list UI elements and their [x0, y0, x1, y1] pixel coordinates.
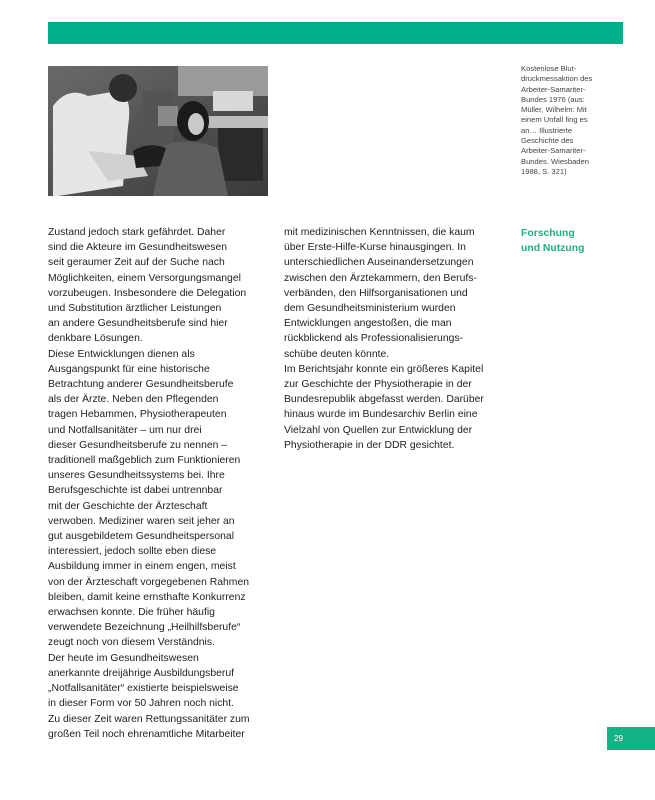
- text-line: dieser Gesundheitsberufe zu nennen –: [48, 439, 228, 451]
- text-line: interessiert, jedoch sollte eben diese: [48, 546, 217, 558]
- text-line: traditionell maßgeblich zum Funktionieren: [48, 455, 241, 467]
- page-number: 29: [607, 727, 655, 750]
- text-line: und Substitution ärztlicher Leistungen: [48, 303, 222, 315]
- text-line: Ausgangspunkt für eine historische: [48, 363, 210, 375]
- text-line: denkbare Lösungen.: [48, 333, 143, 345]
- text-line: gut ausgebildetem Gesundheitspersonal: [48, 531, 235, 543]
- section-heading: [521, 227, 584, 257]
- caption-line: an… Illustrierte: [521, 125, 573, 135]
- text-line: Der heute im Gesundheitswesen: [48, 652, 199, 664]
- text-line: und Notfallsanitäter – um nur drei: [48, 424, 202, 436]
- photo-caption: [521, 64, 621, 177]
- text-line: anerkannte dreijährige Ausbildungsberuf: [48, 667, 235, 679]
- caption-line: druckmessaktion des: [521, 74, 593, 84]
- text-line: Zu dieser Zeit waren Rettungssanitäter zum: [48, 713, 250, 725]
- text-line: über Erste-Hilfe-Kurse hinausgingen. In: [284, 242, 466, 254]
- photo-blood-pressure-measurement-icon: [48, 66, 268, 196]
- header-accent-bar: [48, 22, 623, 44]
- text-line: Bundesrepublik abgefasst werden. Darüber: [284, 394, 484, 406]
- text-line: sind die Akteure im Gesundheitswesen: [48, 242, 228, 254]
- text-line: Berufsgeschichte ist dabei untrennbar: [48, 485, 223, 497]
- body-column-left: [48, 225, 250, 742]
- text-line: mit der Geschichte der Ärzteschaft: [48, 500, 208, 512]
- text-line: Möglichkeiten, einem Versorgungsmangel: [48, 272, 241, 284]
- text-line: schübe deuten könnte.: [284, 348, 390, 360]
- historical-photo: [48, 66, 268, 196]
- text-line: Vielzahl von Quellen zur Entwicklung der: [284, 424, 473, 436]
- text-line: zur Geschichte der Physiotherapie in der: [284, 379, 472, 391]
- caption-line: Kostenlose Blut-: [521, 64, 577, 73]
- text-line: verbänden, den Hilfsorganisationen und: [284, 287, 468, 299]
- text-line: mit medizinischen Kenntnissen, die kaum: [284, 227, 475, 238]
- text-line: als der Ärzte. Neben den Pflegenden: [48, 394, 219, 406]
- text-line: Physiotherapie in der DDR gesichtet.: [284, 439, 455, 451]
- text-line: in dieser Form vor 50 Jahren noch nicht.: [48, 698, 234, 710]
- text-line: Diese Entwicklungen dienen als: [48, 348, 195, 360]
- text-line: an andere Gesundheitsberufe sind hier: [48, 318, 228, 330]
- caption-line: 1988, S. 321): [521, 166, 567, 176]
- caption-line: Müller, Wilhelm: Mit: [521, 105, 587, 115]
- text-line: Ausbildung immer in einem engen, meist: [48, 561, 236, 573]
- text-line: „Notfallsanitäter“ existierte beispielsweise: [48, 683, 239, 695]
- caption-line: Bundes 1976 (aus:: [521, 94, 585, 104]
- text-line: von der Ärzteschaft vorgegebenen Rahmen: [48, 576, 250, 588]
- text-line: tragen Hebammen, Physiotherapeuten: [48, 409, 227, 421]
- section-heading-line: Forschung: [521, 228, 575, 239]
- text-line: vorzubeugen. Insbesondere die Delegation: [48, 287, 247, 299]
- text-line: verwoben. Mediziner waren seit jeher an: [48, 515, 235, 527]
- body-column-right: [284, 225, 484, 453]
- text-line: großen Teil noch ehrenamtliche Mitarbeiter: [48, 728, 245, 740]
- text-line: Zustand jedoch stark gefährdet. Daher: [48, 227, 226, 238]
- text-line: erwachsen konnte. Die früher häufig: [48, 607, 215, 619]
- text-line: verwendete Bezeichnung „Heilhilfsberufe“: [48, 622, 241, 634]
- caption-line: Bundes. Wiesbaden: [521, 156, 589, 166]
- text-line: zeugt noch von diesem Verständnis.: [48, 637, 215, 649]
- text-line: dem Gesundheitsministerium wurden: [284, 303, 456, 315]
- text-line: bleiben, damit keine ernsthafte Konkurrenz: [48, 591, 246, 603]
- caption-line: Arbeiter-Samariter-: [521, 146, 586, 156]
- text-line: hinaus wurde im Bundesarchiv Berlin eine: [284, 409, 478, 421]
- text-line: seit geraumer Zeit auf der Suche nach: [48, 257, 225, 269]
- text-line: zwischen den Ärztekammern, den Berufs-: [284, 272, 477, 284]
- text-line: rückblickend als Professionalisierungs-: [284, 333, 464, 345]
- text-line: Betrachtung anderer Gesundheitsberufe: [48, 379, 234, 391]
- text-line: unterschiedlichen Auseinandersetzungen: [284, 257, 474, 269]
- section-heading-line: und Nutzung: [521, 242, 585, 254]
- text-line: unseres Gesundheitssystems bei. Ihre: [48, 470, 225, 482]
- text-line: Im Berichtsjahr konnte ein größeres Kapitel: [284, 363, 484, 375]
- caption-line: Geschichte des: [521, 136, 574, 146]
- caption-line: einem Unfall fing es: [521, 115, 588, 125]
- caption-line: Arbeiter-Samariter-: [521, 84, 586, 94]
- text-line: Entwicklungen angestoßen, die man: [284, 318, 452, 330]
